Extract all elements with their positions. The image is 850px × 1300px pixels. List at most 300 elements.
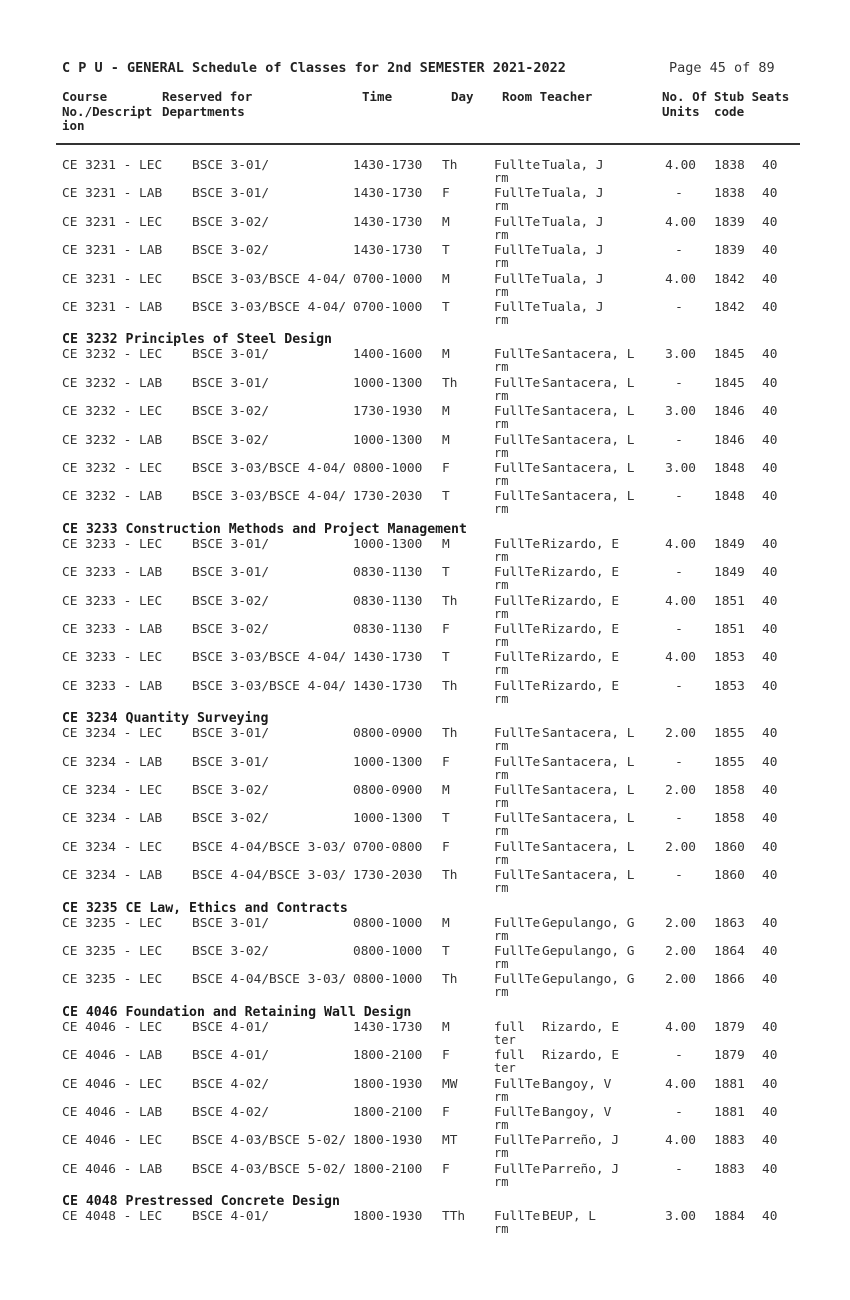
- header-reserved: Reserved for Departments: [162, 89, 253, 119]
- teacher-cell: BEUP, L: [542, 1209, 596, 1225]
- reserved-cell: BSCE 3-01/: [192, 565, 270, 581]
- day-cell: F: [442, 1105, 450, 1120]
- day-cell: Th: [442, 678, 458, 694]
- header-room-teacher: Room Teacher: [502, 89, 593, 104]
- room-cell: FullTe: [494, 1161, 541, 1177]
- header-stub-seats: Stub Seats code: [714, 89, 790, 119]
- seats-cell: 40: [762, 1161, 778, 1177]
- room-cell: FullTe: [494, 593, 541, 609]
- units-cell: 4.00: [665, 1019, 696, 1035]
- time-cell: 0800-0900: [353, 726, 423, 742]
- teacher-cell: Tuala, J: [542, 214, 604, 230]
- reserved-cell: BSCE 3-03/BSCE 4-04/: [192, 461, 347, 476]
- teacher-cell: Santacera, L: [542, 489, 635, 505]
- time-cell: 1430-1730: [353, 214, 423, 230]
- room-cell-continued: rm: [494, 502, 509, 517]
- units-cell: -: [675, 375, 683, 391]
- room-cell-continued: rm: [494, 549, 509, 564]
- time-cell: 1730-2030: [353, 868, 423, 884]
- seats-cell: 40: [762, 300, 778, 315]
- room-cell-continued: rm: [494, 928, 509, 943]
- course-cell: CE 3231 - LAB: [62, 243, 163, 259]
- room-cell-continued: rm: [494, 578, 509, 593]
- units-cell: 3.00: [665, 347, 696, 363]
- day-cell: F: [442, 839, 450, 855]
- page-number: Page 45 of 89: [669, 60, 775, 76]
- units-cell: 4.00: [665, 214, 696, 230]
- room-cell: FullTe: [494, 650, 541, 666]
- units-cell: 4.00: [665, 1076, 696, 1092]
- time-cell: 0830-1130: [353, 622, 423, 637]
- reserved-cell: BSCE 3-01/: [192, 754, 270, 770]
- day-cell: Th: [442, 726, 458, 742]
- seats-cell: 40: [762, 432, 778, 448]
- teacher-cell: Bangoy, V: [542, 1076, 612, 1092]
- course-cell: CE 3233 - LAB: [62, 622, 163, 637]
- header-time: Time: [362, 89, 393, 104]
- day-cell: MT: [442, 1133, 458, 1149]
- units-cell: 4.00: [665, 271, 696, 287]
- teacher-cell: Santacera, L: [542, 754, 635, 770]
- stub-cell: 1863: [714, 915, 745, 931]
- day-cell: T: [442, 300, 450, 315]
- stub-cell: 1851: [714, 593, 745, 609]
- seats-cell: 40: [762, 158, 778, 173]
- reserved-cell: BSCE 3-02/: [192, 783, 270, 798]
- units-cell: 3.00: [665, 404, 696, 420]
- time-cell: 0800-1000: [353, 461, 423, 476]
- stub-cell: 1883: [714, 1161, 745, 1177]
- seats-cell: 40: [762, 1105, 778, 1120]
- room-cell: FullTe: [494, 811, 541, 827]
- course-cell: CE 3234 - LEC: [62, 726, 163, 742]
- course-section-title: CE 3232 Principles of Steel Design: [62, 332, 332, 348]
- course-cell: CE 3233 - LEC: [62, 650, 163, 666]
- units-cell: -: [675, 565, 683, 581]
- document-title: C P U - GENERAL Schedule of Classes for 2nd SEMESTER 2021-2022: [62, 60, 566, 76]
- day-cell: M: [442, 915, 450, 931]
- reserved-cell: BSCE 3-01/: [192, 536, 270, 552]
- room-cell: FullTe: [494, 536, 541, 552]
- room-cell-continued: rm: [494, 635, 509, 649]
- teacher-cell: Rizardo, E: [542, 593, 620, 609]
- room-cell: FullTe: [494, 678, 541, 694]
- units-cell: -: [675, 243, 683, 259]
- course-cell: CE 3232 - LEC: [62, 404, 163, 420]
- room-cell-continued: rm: [494, 313, 509, 327]
- teacher-cell: Tuala, J: [542, 186, 604, 202]
- reserved-cell: BSCE 4-01/: [192, 1209, 270, 1225]
- teacher-cell: Tuala, J: [542, 271, 604, 287]
- room-cell-continued: rm: [494, 256, 509, 271]
- stub-cell: 1881: [714, 1076, 745, 1092]
- teacher-cell: Gepulango, G: [542, 972, 635, 988]
- day-cell: Th: [442, 593, 458, 609]
- day-cell: F: [442, 622, 450, 637]
- units-cell: -: [675, 1161, 683, 1177]
- course-cell: CE 4046 - LAB: [62, 1105, 163, 1120]
- stub-cell: 1858: [714, 811, 745, 827]
- course-cell: CE 3232 - LEC: [62, 347, 163, 363]
- time-cell: 1000-1300: [353, 375, 423, 391]
- room-cell: FullTe: [494, 944, 541, 959]
- time-cell: 1000-1300: [353, 754, 423, 770]
- course-cell: CE 3232 - LAB: [62, 375, 163, 391]
- day-cell: T: [442, 944, 450, 959]
- units-cell: 2.00: [665, 944, 696, 959]
- stub-cell: 1838: [714, 186, 745, 202]
- day-cell: F: [442, 461, 450, 476]
- units-cell: 2.00: [665, 726, 696, 742]
- day-cell: T: [442, 650, 450, 666]
- reserved-cell: BSCE 4-01/: [192, 1019, 270, 1035]
- room-cell-continued: rm: [494, 1174, 509, 1189]
- course-cell: CE 3231 - LAB: [62, 186, 163, 202]
- seats-cell: 40: [762, 593, 778, 609]
- time-cell: 0700-0800: [353, 839, 423, 855]
- reserved-cell: BSCE 3-02/: [192, 622, 270, 637]
- teacher-cell: Santacera, L: [542, 432, 635, 448]
- seats-cell: 40: [762, 839, 778, 855]
- day-cell: T: [442, 565, 450, 581]
- room-cell: FullTe: [494, 347, 541, 363]
- stub-cell: 1855: [714, 754, 745, 770]
- stub-cell: 1848: [714, 461, 745, 476]
- seats-cell: 40: [762, 754, 778, 770]
- units-cell: -: [675, 432, 683, 448]
- seats-cell: 40: [762, 650, 778, 666]
- teacher-cell: Bangoy, V: [542, 1105, 612, 1120]
- reserved-cell: BSCE 3-02/: [192, 432, 270, 448]
- room-cell-continued: ter: [494, 1032, 516, 1047]
- stub-cell: 1846: [714, 404, 745, 420]
- reserved-cell: BSCE 3-02/: [192, 214, 270, 230]
- room-cell-continued: rm: [494, 199, 509, 214]
- room-cell-continued: rm: [494, 360, 509, 375]
- course-cell: CE 4046 - LAB: [62, 1048, 163, 1064]
- reserved-cell: BSCE 3-03/BSCE 4-04/: [192, 489, 347, 505]
- room-cell: FullTe: [494, 271, 541, 287]
- course-cell: CE 3233 - LAB: [62, 565, 163, 581]
- units-cell: 4.00: [665, 650, 696, 666]
- course-cell: CE 3231 - LEC: [62, 271, 163, 287]
- teacher-cell: Santacera, L: [542, 811, 635, 827]
- time-cell: 1430-1730: [353, 158, 423, 173]
- reserved-cell: BSCE 3-01/: [192, 186, 270, 202]
- reserved-cell: BSCE 3-01/: [192, 375, 270, 391]
- teacher-cell: Gepulango, G: [542, 944, 635, 959]
- day-cell: M: [442, 432, 450, 448]
- seats-cell: 40: [762, 404, 778, 420]
- course-cell: CE 3231 - LEC: [62, 214, 163, 230]
- time-cell: 1430-1730: [353, 186, 423, 202]
- room-cell-continued: rm: [494, 1118, 509, 1132]
- day-cell: TTh: [442, 1209, 466, 1225]
- units-cell: -: [675, 489, 683, 505]
- course-cell: CE 3235 - LEC: [62, 915, 163, 931]
- seats-cell: 40: [762, 271, 778, 287]
- time-cell: 0700-1000: [353, 300, 423, 315]
- room-cell-continued: rm: [494, 957, 509, 971]
- room-cell: FullTe: [494, 375, 541, 391]
- teacher-cell: Santacera, L: [542, 726, 635, 742]
- time-cell: 0800-1000: [353, 944, 423, 959]
- course-cell: CE 4048 - LEC: [62, 1209, 163, 1225]
- seats-cell: 40: [762, 915, 778, 931]
- room-cell-continued: rm: [494, 445, 509, 460]
- time-cell: 1430-1730: [353, 1019, 423, 1035]
- time-cell: 0830-1130: [353, 565, 423, 581]
- units-cell: 2.00: [665, 783, 696, 798]
- units-cell: -: [675, 1105, 683, 1120]
- room-cell: full: [494, 1019, 525, 1035]
- time-cell: 0830-1130: [353, 593, 423, 609]
- teacher-cell: Santacera, L: [542, 839, 635, 855]
- room-cell: FullTe: [494, 1105, 541, 1120]
- seats-cell: 40: [762, 489, 778, 505]
- reserved-cell: BSCE 4-02/: [192, 1105, 270, 1120]
- units-cell: 3.00: [665, 1209, 696, 1225]
- seats-cell: 40: [762, 1019, 778, 1035]
- seats-cell: 40: [762, 868, 778, 884]
- room-cell-continued: rm: [494, 663, 509, 678]
- stub-cell: 1884: [714, 1209, 745, 1225]
- seats-cell: 40: [762, 186, 778, 202]
- room-cell: FullTe: [494, 565, 541, 581]
- teacher-cell: Rizardo, E: [542, 678, 620, 694]
- room-cell: FullTe: [494, 404, 541, 420]
- day-cell: MW: [442, 1076, 458, 1092]
- time-cell: 1000-1300: [353, 432, 423, 448]
- reserved-cell: BSCE 3-01/: [192, 726, 270, 742]
- room-cell: FullTe: [494, 726, 541, 742]
- day-cell: T: [442, 489, 450, 505]
- day-cell: M: [442, 404, 450, 420]
- reserved-cell: BSCE 3-03/BSCE 4-04/: [192, 678, 347, 694]
- room-cell: FullTe: [494, 214, 541, 230]
- reserved-cell: BSCE 4-04/BSCE 3-03/: [192, 972, 347, 988]
- stub-cell: 1849: [714, 536, 745, 552]
- day-cell: Th: [442, 972, 458, 988]
- stub-cell: 1858: [714, 783, 745, 798]
- teacher-cell: Santacera, L: [542, 375, 635, 391]
- room-cell-continued: ter: [494, 1061, 516, 1076]
- teacher-cell: Rizardo, E: [542, 1019, 620, 1035]
- stub-cell: 1839: [714, 214, 745, 230]
- course-cell: CE 3234 - LEC: [62, 839, 163, 855]
- room-cell: FullTe: [494, 186, 541, 202]
- reserved-cell: BSCE 4-02/: [192, 1076, 270, 1092]
- time-cell: 0700-1000: [353, 271, 423, 287]
- room-cell-continued: rm: [494, 691, 509, 706]
- day-cell: M: [442, 1019, 450, 1035]
- seats-cell: 40: [762, 1076, 778, 1092]
- reserved-cell: BSCE 3-02/: [192, 593, 270, 609]
- room-cell-continued: rm: [494, 767, 509, 782]
- room-cell-continued: rm: [494, 606, 509, 621]
- stub-cell: 1879: [714, 1048, 745, 1064]
- day-cell: F: [442, 1161, 450, 1177]
- room-cell: FullTe: [494, 868, 541, 884]
- time-cell: 1800-1930: [353, 1076, 423, 1092]
- reserved-cell: BSCE 4-01/: [192, 1048, 270, 1064]
- reserved-cell: BSCE 4-03/BSCE 5-02/: [192, 1133, 347, 1149]
- reserved-cell: BSCE 3-03/BSCE 4-04/: [192, 300, 347, 315]
- course-cell: CE 3233 - LEC: [62, 536, 163, 552]
- seats-cell: 40: [762, 944, 778, 959]
- seats-cell: 40: [762, 461, 778, 476]
- room-cell-continued: rm: [494, 739, 509, 754]
- course-cell: CE 3234 - LAB: [62, 811, 163, 827]
- time-cell: 1000-1300: [353, 811, 423, 827]
- teacher-cell: Tuala, J: [542, 158, 604, 173]
- room-cell-continued: rm: [494, 796, 509, 810]
- stub-cell: 1838: [714, 158, 745, 173]
- units-cell: 2.00: [665, 915, 696, 931]
- time-cell: 1730-2030: [353, 489, 423, 505]
- course-section-title: CE 3233 Construction Methods and Project Management: [62, 521, 467, 537]
- units-cell: 4.00: [665, 158, 696, 173]
- day-cell: M: [442, 271, 450, 287]
- room-cell-continued: rm: [494, 1222, 509, 1237]
- day-cell: M: [442, 347, 450, 363]
- seats-cell: 40: [762, 726, 778, 742]
- teacher-cell: Gepulango, G: [542, 915, 635, 931]
- time-cell: 0800-0900: [353, 783, 423, 798]
- time-cell: 1800-2100: [353, 1048, 423, 1064]
- stub-cell: 1860: [714, 839, 745, 855]
- course-section-title: CE 3234 Quantity Surveying: [62, 711, 269, 727]
- stub-cell: 1842: [714, 271, 745, 287]
- room-cell: Fullte: [494, 158, 541, 173]
- seats-cell: 40: [762, 1209, 778, 1225]
- stub-cell: 1855: [714, 726, 745, 742]
- units-cell: -: [675, 1048, 683, 1064]
- units-cell: 2.00: [665, 839, 696, 855]
- room-cell: FullTe: [494, 1133, 541, 1149]
- stub-cell: 1851: [714, 622, 745, 637]
- time-cell: 1730-1930: [353, 404, 423, 420]
- time-cell: 0800-1000: [353, 972, 423, 988]
- stub-cell: 1845: [714, 347, 745, 363]
- reserved-cell: BSCE 3-01/: [192, 158, 270, 173]
- stub-cell: 1864: [714, 944, 745, 959]
- day-cell: Th: [442, 158, 458, 173]
- teacher-cell: Rizardo, E: [542, 565, 620, 581]
- stub-cell: 1849: [714, 565, 745, 581]
- units-cell: 4.00: [665, 593, 696, 609]
- day-cell: Th: [442, 375, 458, 391]
- time-cell: 0800-1000: [353, 915, 423, 931]
- stub-cell: 1846: [714, 432, 745, 448]
- course-cell: CE 4046 - LEC: [62, 1019, 163, 1035]
- seats-cell: 40: [762, 1133, 778, 1149]
- teacher-cell: Rizardo, E: [542, 536, 620, 552]
- time-cell: 1430-1730: [353, 243, 423, 259]
- stub-cell: 1839: [714, 243, 745, 259]
- course-cell: CE 3234 - LEC: [62, 783, 163, 798]
- teacher-cell: Parreño, J: [542, 1161, 620, 1177]
- units-cell: 2.00: [665, 972, 696, 988]
- room-cell: FullTe: [494, 754, 541, 770]
- units-cell: -: [675, 300, 683, 315]
- seats-cell: 40: [762, 347, 778, 363]
- course-section-title: CE 4048 Prestressed Concrete Design: [62, 1194, 340, 1210]
- room-cell: FullTe: [494, 839, 541, 855]
- course-cell: CE 3235 - LEC: [62, 944, 163, 959]
- stub-cell: 1860: [714, 868, 745, 884]
- seats-cell: 40: [762, 214, 778, 230]
- reserved-cell: BSCE 4-04/BSCE 3-03/: [192, 868, 347, 884]
- time-cell: 1800-1930: [353, 1209, 423, 1225]
- course-cell: CE 4046 - LEC: [62, 1133, 163, 1149]
- header-course: Course No./Descript ion: [62, 89, 153, 133]
- day-cell: F: [442, 186, 450, 202]
- day-cell: M: [442, 536, 450, 552]
- room-cell-continued: rm: [494, 284, 509, 299]
- units-cell: 4.00: [665, 1133, 696, 1149]
- course-cell: CE 3235 - LEC: [62, 972, 163, 988]
- room-cell: FullTe: [494, 783, 541, 798]
- teacher-cell: Santacera, L: [542, 461, 635, 476]
- stub-cell: 1842: [714, 300, 745, 315]
- seats-cell: 40: [762, 622, 778, 637]
- stub-cell: 1848: [714, 489, 745, 505]
- time-cell: 1000-1300: [353, 536, 423, 552]
- time-cell: 1800-2100: [353, 1161, 423, 1177]
- stub-cell: 1883: [714, 1133, 745, 1149]
- teacher-cell: Rizardo, E: [542, 622, 620, 637]
- course-cell: CE 4046 - LAB: [62, 1161, 163, 1177]
- course-cell: CE 3232 - LAB: [62, 489, 163, 505]
- stub-cell: 1853: [714, 678, 745, 694]
- room-cell: FullTe: [494, 915, 541, 931]
- room-cell-continued: rm: [494, 881, 509, 896]
- course-cell: CE 3232 - LAB: [62, 432, 163, 448]
- course-cell: CE 3233 - LAB: [62, 678, 163, 694]
- day-cell: F: [442, 754, 450, 770]
- time-cell: 1400-1600: [353, 347, 423, 363]
- day-cell: M: [442, 214, 450, 230]
- units-cell: 3.00: [665, 461, 696, 476]
- room-cell: FullTe: [494, 1076, 541, 1092]
- reserved-cell: BSCE 3-01/: [192, 915, 270, 931]
- course-cell: CE 3231 - LAB: [62, 300, 163, 315]
- day-cell: M: [442, 783, 450, 798]
- seats-cell: 40: [762, 972, 778, 988]
- room-cell: FullTe: [494, 622, 541, 637]
- room-cell-continued: rm: [494, 852, 509, 867]
- room-cell: FullTe: [494, 1209, 541, 1225]
- seats-cell: 40: [762, 536, 778, 552]
- seats-cell: 40: [762, 783, 778, 798]
- reserved-cell: BSCE 3-02/: [192, 404, 270, 420]
- units-cell: -: [675, 811, 683, 827]
- time-cell: 1430-1730: [353, 678, 423, 694]
- room-cell: FullTe: [494, 489, 541, 505]
- header-day: Day: [451, 89, 474, 104]
- teacher-cell: Santacera, L: [542, 868, 635, 884]
- teacher-cell: Santacera, L: [542, 404, 635, 420]
- day-cell: F: [442, 1048, 450, 1064]
- seats-cell: 40: [762, 375, 778, 391]
- course-cell: CE 3234 - LAB: [62, 754, 163, 770]
- reserved-cell: BSCE 3-02/: [192, 243, 270, 259]
- room-cell: FullTe: [494, 972, 541, 988]
- room-cell-continued: rm: [494, 417, 509, 432]
- teacher-cell: Rizardo, E: [542, 650, 620, 666]
- room-cell: FullTe: [494, 243, 541, 259]
